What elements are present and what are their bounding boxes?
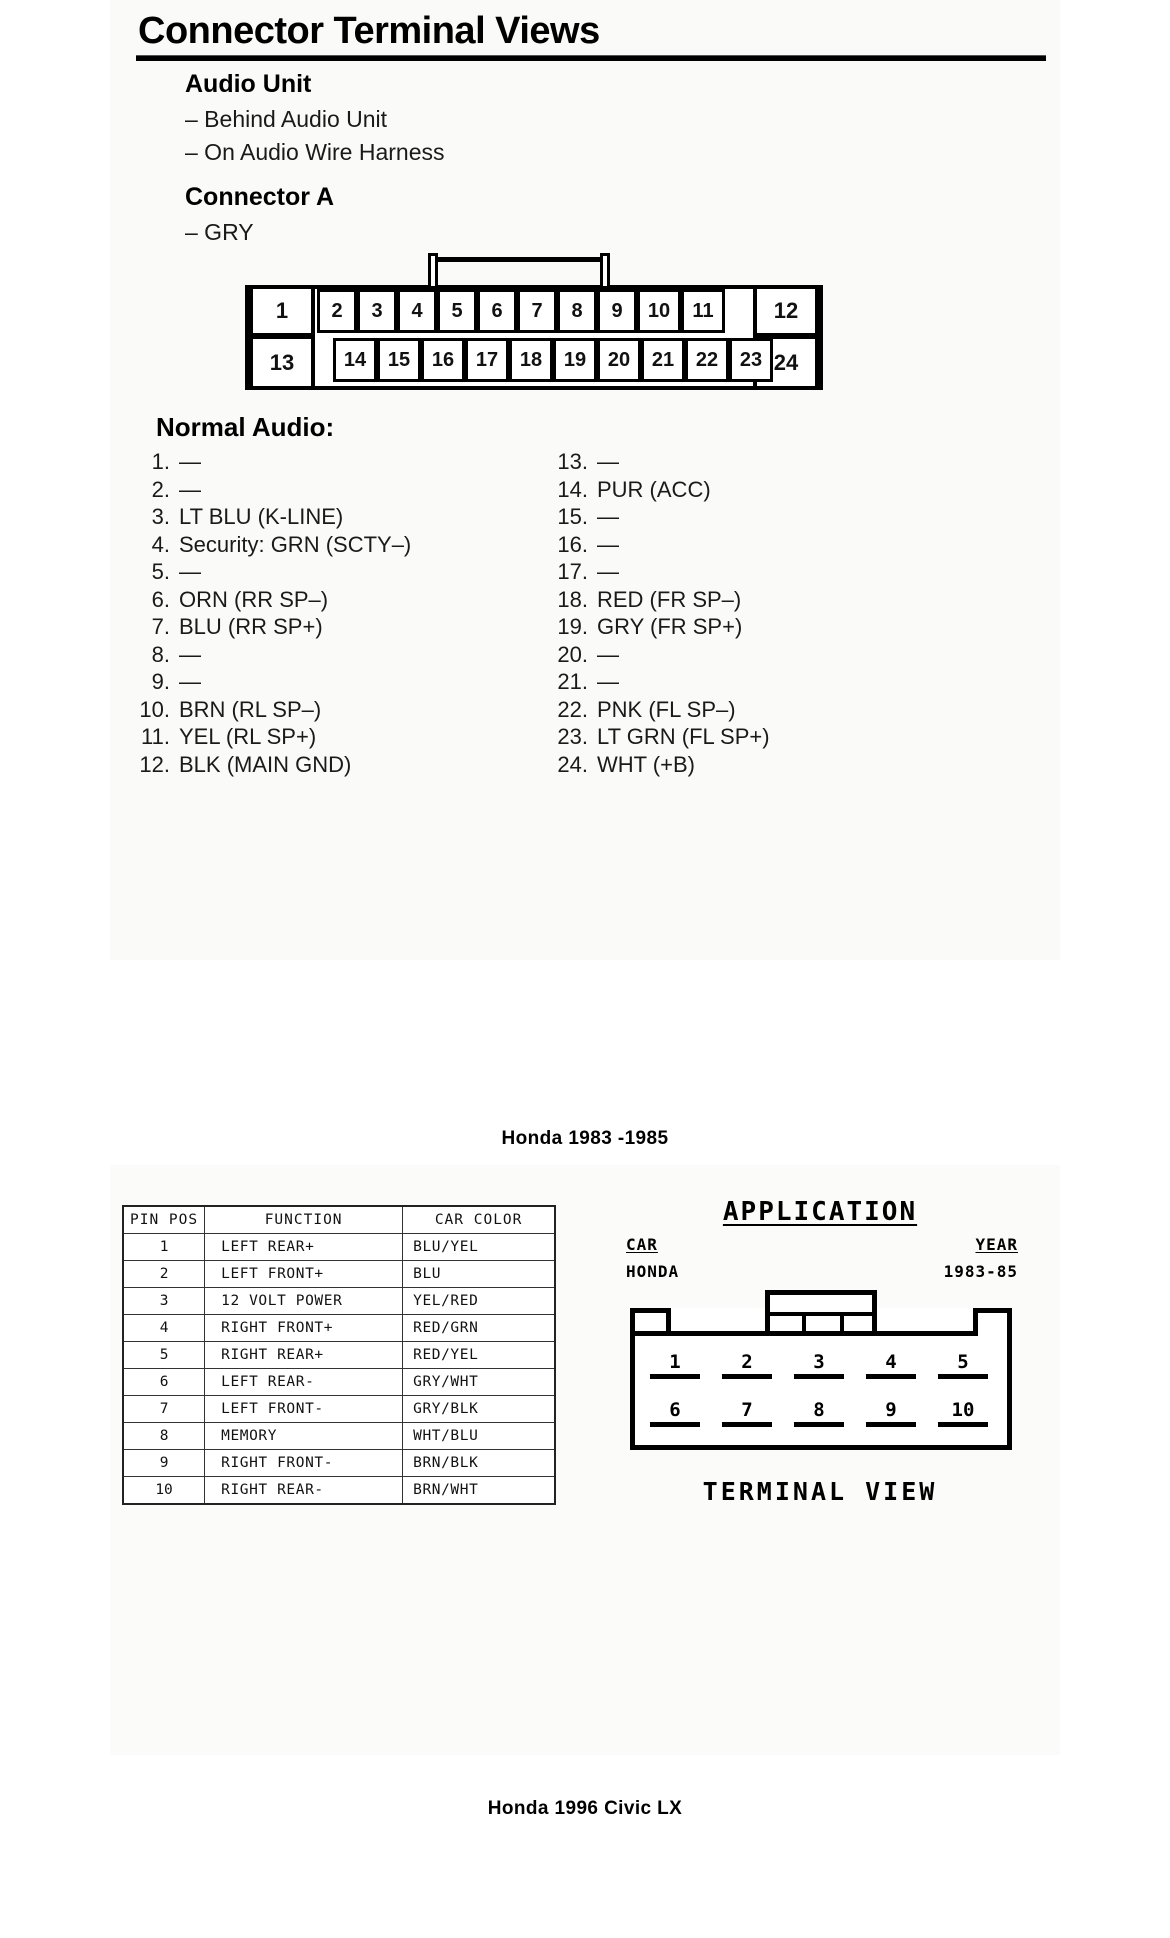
pin-entry-desc: LT BLU (K-LINE) (179, 504, 344, 529)
connector-pin-7: 7 (517, 289, 557, 333)
pin-entry (546, 503, 770, 531)
connector-pin-3: 3 (357, 289, 397, 333)
terminal-pin-bar (938, 1374, 988, 1379)
pin-entry-number: 9. (151, 669, 170, 694)
pin-entry (128, 586, 411, 614)
connector-pin-5: 5 (437, 289, 477, 333)
cell-function: LEFT REAR+ (205, 1234, 403, 1261)
cell-pin: 2 (123, 1261, 205, 1288)
terminal-top-left-run (666, 1331, 770, 1336)
cell-function: RIGHT FRONT+ (205, 1315, 403, 1342)
connector-pin-17: 17 (465, 338, 509, 382)
cell-pin: 6 (123, 1369, 205, 1396)
application-title: APPLICATION (722, 1197, 918, 1227)
connector-latch-leg-left (428, 253, 438, 289)
terminal-pin-bar (650, 1422, 700, 1427)
cell-pin: 8 (123, 1423, 205, 1450)
connector-pin-12: 12 (753, 285, 819, 337)
terminal-pin-bar (866, 1422, 916, 1427)
terminal-shoulder-left-horz (630, 1331, 670, 1336)
terminal-pin-number: 3 (813, 1351, 825, 1373)
pin-entry (546, 751, 770, 779)
cell-color: RED/GRN (403, 1315, 556, 1342)
pin-entry-desc: — (179, 559, 201, 584)
pin-entry-desc: WHT (+B) (597, 751, 695, 777)
application-year-value: 1983-85 (943, 1262, 1018, 1281)
application-value-row (600, 1262, 1040, 1281)
application-car-value: HONDA (626, 1262, 680, 1281)
terminal-pin-number: 9 (885, 1399, 897, 1421)
pin-entry-desc: — (179, 641, 201, 667)
terminal-pin-number: 4 (885, 1351, 897, 1373)
connector-pin-13: 13 (249, 335, 315, 390)
cell-color: WHT/BLU (403, 1423, 556, 1450)
table-row (123, 1477, 555, 1505)
cell-function: RIGHT REAR+ (205, 1342, 403, 1369)
audio-unit-note-1: – On Audio Wire Harness (185, 139, 445, 165)
connector-a-diagram (245, 245, 825, 395)
cell-function: RIGHT FRONT- (205, 1450, 403, 1477)
cell-color: BRN/BLK (403, 1450, 556, 1477)
terminal-latch-divider-right (840, 1316, 844, 1336)
terminal-latch-divider-left (802, 1316, 806, 1336)
cell-function: RIGHT REAR- (205, 1477, 403, 1505)
pin-entry-desc: — (179, 449, 201, 474)
cell-color: YEL/RED (403, 1288, 556, 1315)
caption-honda-1983-1985: Honda 1983 -1985 (501, 1128, 669, 1149)
cell-function: MEMORY (205, 1423, 403, 1450)
application-car-header: CAR (626, 1235, 658, 1254)
connector-pin-19: 19 (553, 338, 597, 382)
terminal-pin-number: 6 (669, 1399, 681, 1421)
pin-entry (546, 476, 770, 504)
terminal-view-diagram (630, 1290, 1012, 1450)
pin-entry (546, 696, 770, 724)
terminal-top-right-run (872, 1331, 978, 1336)
terminal-pin-2 (720, 1352, 774, 1379)
terminal-pin-9 (864, 1400, 918, 1427)
pin-entry (546, 531, 770, 559)
terminal-pin-8 (792, 1400, 846, 1427)
terminal-pin-1 (648, 1352, 702, 1379)
table-row (123, 1288, 555, 1315)
connector-pin-22: 22 (685, 338, 729, 382)
pin-entry-desc: GRY (FR SP+) (597, 614, 743, 639)
pin-entry-number: 6. (151, 586, 170, 612)
pin-entry-desc: — (597, 641, 619, 667)
terminal-pin-3 (792, 1352, 846, 1379)
pin-entry-number: 4. (151, 531, 170, 557)
cell-pin: 9 (123, 1450, 205, 1477)
terminal-pin-bar (866, 1374, 916, 1379)
table-row (123, 1315, 555, 1342)
title-divider (136, 55, 1046, 61)
pin-entry-number: 14. (557, 476, 588, 502)
terminal-pin-7 (720, 1400, 774, 1427)
pin-entry (546, 448, 770, 476)
pin-entry-desc: — (179, 669, 201, 694)
pin-entry (546, 586, 770, 614)
connector-a-heading: Connector A (185, 183, 335, 211)
pin-entry-number: 5. (151, 559, 170, 584)
pin-entry-number: 2. (151, 476, 170, 502)
cell-function: LEFT FRONT+ (205, 1261, 403, 1288)
terminal-pin-number: 5 (957, 1351, 969, 1373)
pin-entry-desc: — (597, 449, 619, 474)
pin-entry-number: 13. (557, 449, 588, 474)
connector-pin-14: 14 (333, 338, 377, 382)
pin-entry-desc: RED (FR SP–) (597, 586, 742, 612)
pin-entry-desc: BLK (MAIN GND) (179, 751, 352, 777)
terminal-view-label: TERMINAL VIEW (702, 1477, 938, 1506)
pin-entry (546, 613, 770, 641)
pin-entry (546, 723, 770, 751)
cell-pin: 1 (123, 1234, 205, 1261)
connector-pin-15: 15 (377, 338, 421, 382)
connector-pin-18: 18 (509, 338, 553, 382)
table-header-row (123, 1206, 555, 1234)
pin-entry-number: 20. (557, 641, 588, 667)
terminal-pin-6 (648, 1400, 702, 1427)
connector-pin-10: 10 (637, 289, 681, 333)
column-header-pin-pos: PIN POS (123, 1206, 205, 1234)
terminal-pin-bar (722, 1374, 772, 1379)
pin-entry-number: 17. (557, 559, 588, 584)
table-row (123, 1423, 555, 1450)
connector-pin-11: 11 (681, 289, 725, 333)
pin-entry-number: 15. (557, 504, 588, 529)
pin-entry (128, 696, 411, 724)
pin-entry (128, 476, 411, 504)
normal-audio-left-list (128, 448, 411, 778)
connector-a-color-note: – GRY (185, 219, 254, 245)
pin-entry (128, 641, 411, 669)
terminal-pin-number: 10 (951, 1399, 975, 1421)
terminal-top-left-cap (630, 1308, 670, 1313)
honda-1983-1985-panel (110, 1165, 1060, 1755)
pin-entry-number: 16. (557, 531, 588, 557)
pin-entry-number: 3. (151, 504, 170, 529)
pin-entry-number: 22. (557, 696, 588, 722)
normal-audio-heading: Normal Audio: (156, 412, 335, 442)
cell-color: GRY/WHT (403, 1369, 556, 1396)
table-row (123, 1396, 555, 1423)
table-row (123, 1369, 555, 1396)
pin-entry-desc: LT GRN (FL SP+) (597, 724, 770, 749)
pin-entry-number: 23. (557, 724, 588, 749)
pin-entry-number: 18. (557, 586, 588, 612)
pin-entry (128, 531, 411, 559)
pin-entry-desc: YEL (RL SP+) (179, 724, 317, 749)
pin-entry-number: 7. (151, 614, 170, 639)
audio-unit-heading: Audio Unit (185, 70, 312, 98)
terminal-pin-bar (794, 1422, 844, 1427)
connector-pin-9: 9 (597, 289, 637, 333)
pin-entry (128, 668, 411, 696)
pin-entry-desc: PNK (FL SP–) (597, 696, 736, 722)
terminal-pin-number: 1 (669, 1351, 681, 1373)
terminal-latch-line (770, 1312, 872, 1316)
cell-pin: 3 (123, 1288, 205, 1315)
pin-entry-number: 19. (557, 614, 588, 639)
page-title: Connector Terminal Views (138, 10, 600, 52)
connector-pin-24: 24 (753, 335, 819, 390)
cell-pin: 7 (123, 1396, 205, 1423)
pin-entry-number: 1. (151, 449, 170, 474)
terminal-pin-number: 7 (741, 1399, 753, 1421)
table-row (123, 1234, 555, 1261)
pin-entry-number: 10. (139, 696, 170, 722)
pin-entry-desc: — (597, 531, 619, 557)
pin-entry (546, 558, 770, 586)
connector-pin-16: 16 (421, 338, 465, 382)
pin-entry-desc: PUR (ACC) (597, 476, 711, 502)
pin-entry (128, 723, 411, 751)
normal-audio-right-list (546, 448, 770, 778)
terminal-pin-bar (650, 1374, 700, 1379)
pin-entry-desc: Security: GRN (SCTY–) (179, 531, 412, 557)
pin-entry-desc: — (597, 669, 619, 694)
terminal-pin-number: 8 (813, 1399, 825, 1421)
connector-pin-20: 20 (597, 338, 641, 382)
terminal-pin-bar (722, 1422, 772, 1427)
cell-color: BRN/WHT (403, 1477, 556, 1505)
pinout-table (122, 1205, 556, 1505)
pin-entry-desc: BLU (RR SP+) (179, 614, 323, 639)
pin-entry (546, 668, 770, 696)
pin-entry (128, 613, 411, 641)
connector-latch-leg-right (600, 253, 610, 289)
cell-function: LEFT FRONT- (205, 1396, 403, 1423)
pin-entry (128, 751, 411, 779)
audio-unit-note-0: – Behind Audio Unit (185, 106, 388, 132)
pin-entry-number: 8. (151, 641, 170, 667)
connector-pin-23: 23 (729, 338, 773, 382)
application-year-header: YEAR (975, 1235, 1018, 1254)
pin-entry-number: 11. (141, 724, 170, 749)
pin-entry-desc: — (179, 476, 201, 502)
cell-pin: 10 (123, 1477, 205, 1505)
table-row (123, 1450, 555, 1477)
terminal-pin-4 (864, 1352, 918, 1379)
pin-entry-desc: BRN (RL SP–) (179, 696, 322, 722)
cell-color: BLU (403, 1261, 556, 1288)
connector-latch-bar (431, 257, 606, 262)
terminal-pin-number: 2 (741, 1351, 753, 1373)
pin-entry (128, 448, 411, 476)
terminal-pin-5 (936, 1352, 990, 1379)
pin-entry-number: 24. (557, 751, 588, 777)
cell-color: RED/YEL (403, 1342, 556, 1369)
connector-pin-8: 8 (557, 289, 597, 333)
pin-entry-desc: — (597, 504, 619, 529)
pin-entry (546, 641, 770, 669)
pin-entry-desc: — (597, 559, 619, 584)
column-header-function: FUNCTION (205, 1206, 403, 1234)
pin-entry-number: 12. (139, 751, 170, 777)
terminal-pin-bar (938, 1422, 988, 1427)
cell-color: BLU/YEL (403, 1234, 556, 1261)
pin-entry (128, 558, 411, 586)
connector-pin-21: 21 (641, 338, 685, 382)
cell-function: LEFT REAR- (205, 1369, 403, 1396)
pin-entry (128, 503, 411, 531)
terminal-pin-bar (794, 1374, 844, 1379)
column-header-car-color: CAR COLOR (403, 1206, 556, 1234)
cell-color: GRY/BLK (403, 1396, 556, 1423)
pin-entry-desc: ORN (RR SP–) (179, 586, 329, 612)
cell-pin: 5 (123, 1342, 205, 1369)
cell-function: 12 VOLT POWER (205, 1288, 403, 1315)
terminal-shoulder-right-vert (1007, 1308, 1012, 1336)
application-header-row (600, 1235, 1040, 1254)
terminal-pin-10 (936, 1400, 990, 1427)
cell-pin: 4 (123, 1315, 205, 1342)
connector-pin-1: 1 (249, 285, 315, 337)
connector-pin-6: 6 (477, 289, 517, 333)
table-row (123, 1342, 555, 1369)
pin-entry-number: 21. (557, 669, 588, 694)
table-row (123, 1261, 555, 1288)
connector-pin-2: 2 (317, 289, 357, 333)
application-block (600, 1197, 1040, 1281)
caption-honda-1996-civic-lx: Honda 1996 Civic LX (487, 1798, 683, 1819)
connector-terminal-views-panel (110, 0, 1060, 960)
connector-pin-4: 4 (397, 289, 437, 333)
